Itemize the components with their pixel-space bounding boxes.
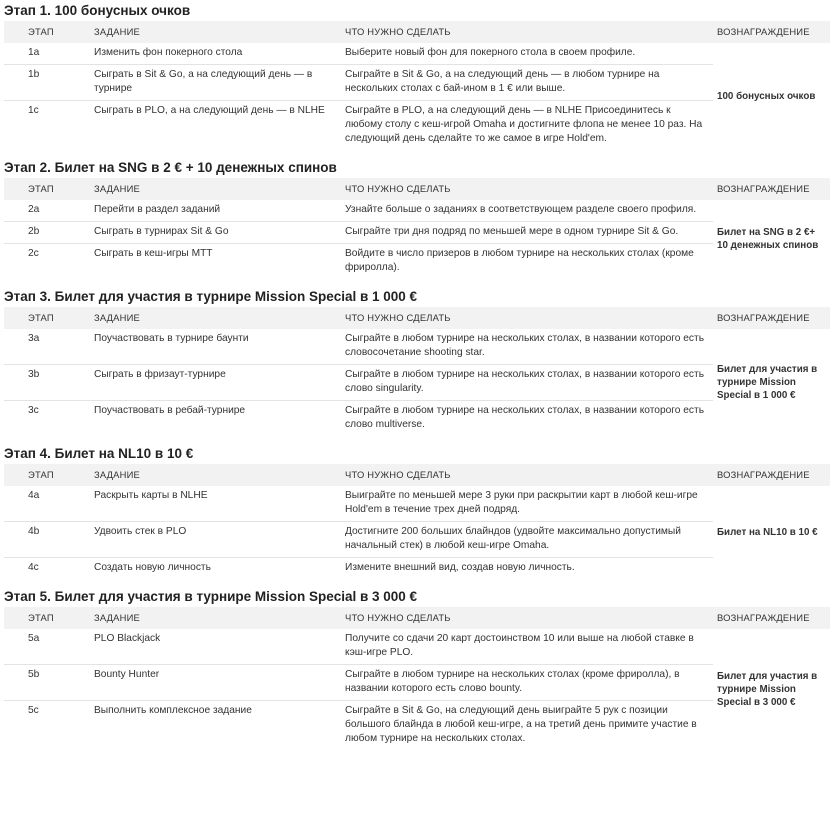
task-cell: Поучаствовать в ребай-турнире [94,405,246,416]
todo-cell: Измените внешний вид, создав новую личность. [345,562,575,573]
header-task: ЗАДАНИЕ [88,178,339,200]
stage-title: Этап 2. Билет на SNG в 2 € + 10 денежных спинов [4,160,337,175]
step-id: 4b [4,522,88,558]
step-id: 4c [28,562,39,573]
table-row [4,486,830,522]
todo-cell: Сыграйте три дня подряд по меньшей мере в одном турнире Sit & Go. [339,222,713,244]
header-reward: ВОЗНАГРАЖДЕНИЕ [713,178,830,200]
section-gap [0,150,830,157]
reward-cell: Билет на SNG в 2 €+ 10 денежных спинов [717,227,819,251]
table-row [4,401,830,437]
header-stage: ЭТАП [4,21,88,43]
task-cell: Сыграть в Sit & Go, а на следующий день — в турнире [88,65,339,101]
task-cell: Выполнить комплексное задание [94,705,252,716]
todo-cell: Достигните 200 больших блайндов (удвойте максимально допустимый начальный стек) в любой кеш-игре Omaha. [339,522,713,558]
task-cell: Сыграть в фризаут-турнире [88,365,339,401]
task-cell: Перейти в раздел заданий [88,200,339,222]
header-stage: ЭТАП [4,464,88,486]
header-reward: ВОЗНАГРАЖДЕНИЕ [713,464,830,486]
table-header-row [4,307,830,329]
header-reward: ВОЗНАГРАЖДЕНИЕ [713,307,830,329]
todo-cell: Выиграйте по меньшей мере 3 руки при раскрытии карт в любой кеш-игре Hold'em в течение трех дней подряд. [339,486,713,522]
task-cell: Удвоить стек в PLO [88,522,339,558]
section-gap [0,579,830,586]
table-header-row [4,178,830,200]
stage-title: Этап 4. Билет на NL10 в 10 € [4,446,194,461]
stage-table [4,307,830,436]
table-row [4,365,830,401]
table-row [4,558,830,580]
section-gap [0,436,830,443]
table-row [4,665,830,701]
stage-title: Этап 5. Билет для участия в турнире Mission Special в 3 000 € [4,589,418,604]
stage-table [4,21,830,150]
task-cell: Сыграть в кеш-игры MTT [94,248,213,259]
header-task: ЗАДАНИЕ [88,464,339,486]
task-cell: Поучаствовать в турнире баунти [88,329,339,365]
todo-cell: Получите со сдачи 20 карт достоинством 10 или выше на любой ставке в кэш-игре PLO. [339,629,713,665]
reward-cell: 100 бонусных очков [717,90,816,102]
header-reward: ВОЗНАГРАЖДЕНИЕ [713,21,830,43]
reward-cell: Билет для участия в турнире Mission Special в 3 000 € [717,670,818,708]
step-id: 2a [4,200,88,222]
todo-cell: Сыграйте в Sit & Go, а на следующий день — в любом турнире на нескольких столах с бай-ином в 1 € или выше. [339,65,713,101]
step-id: 5c [28,705,39,716]
task-cell: Сыграть в турнирах Sit & Go [88,222,339,244]
header-task: ЗАДАНИЕ [88,607,339,629]
table-row [4,522,830,558]
stage-title: Этап 3. Билет для участия в турнире Mission Special в 1 000 € [4,289,418,304]
header-task: ЗАДАНИЕ [88,21,339,43]
section-gap [0,279,830,286]
task-cell: Сыграть в PLO, а на следующий день — в NLHE [94,105,325,116]
table-header-row [4,21,830,43]
stage-table [4,607,830,750]
table-row [4,329,830,365]
stage-table [4,464,830,579]
header-stage: ЭТАП [4,307,88,329]
step-id: 3b [4,365,88,401]
header-task: ЗАДАНИЕ [88,307,339,329]
task-cell: PLO Blackjack [88,629,339,665]
table-row [4,200,830,222]
step-id: 5b [4,665,88,701]
task-cell: Раскрыть карты в NLHE [88,486,339,522]
task-cell: Bounty Hunter [88,665,339,701]
step-id: 1b [4,65,88,101]
table-row [4,629,830,665]
table-row [4,701,830,751]
header-todo: ЧТО НУЖНО СДЕЛАТЬ [339,464,713,486]
todo-cell: Сыграйте в любом турнире на нескольких столах, в названии которого есть словосочетание shooting star. [339,329,713,365]
todo-cell: Сыграйте в PLO, а на следующий день — в NLHE Присоединитесь к любому столу с кеш-игрой Omaha и достигните флопа не менее 10 раз. На следующий день сделайте то же самое в игре Hold'em. [345,105,703,144]
header-todo: ЧТО НУЖНО СДЕЛАТЬ [339,307,713,329]
table-row [4,101,830,151]
header-todo: ЧТО НУЖНО СДЕЛАТЬ [339,21,713,43]
todo-cell: Войдите в число призеров в любом турнире на нескольких столах (кроме фриролла). [345,248,694,273]
header-reward: ВОЗНАГРАЖДЕНИЕ [713,607,830,629]
todo-cell: Выберите новый фон для покерного стола в своем профиле. [339,43,713,65]
task-cell: Создать новую личность [94,562,211,573]
header-stage: ЭТАП [4,607,88,629]
step-id: 3c [28,405,39,416]
todo-cell: Сыграйте в любом турнире на нескольких столах (кроме фриролла), в названии которого есть слово bounty. [339,665,713,701]
todo-cell: Сыграйте в Sit & Go, на следующий день выиграйте 5 рук с позиции большого блайнда в любой кеш-игре, а на третий день примите участие в любом турнире на нескольких столах. [345,705,697,744]
table-row [4,65,830,101]
reward-cell: Билет для участия в турнире Mission Special в 1 000 € [717,363,818,401]
header-todo: ЧТО НУЖНО СДЕЛАТЬ [339,178,713,200]
stage-table [4,178,830,279]
step-id: 1c [28,105,39,116]
task-cell: Изменить фон покерного стола [88,43,339,65]
step-id: 2b [4,222,88,244]
step-id: 3a [4,329,88,365]
table-header-row [4,607,830,629]
table-row [4,222,830,244]
step-id: 5a [4,629,88,665]
header-todo: ЧТО НУЖНО СДЕЛАТЬ [339,607,713,629]
step-id: 2c [28,248,39,259]
todo-cell: Сыграйте в любом турнире на нескольких столах, в названии которого есть слово singularity. [339,365,713,401]
table-row [4,244,830,280]
step-id: 1a [4,43,88,65]
stage-title: Этап 1. 100 бонусных очков [4,3,191,18]
table-header-row [4,464,830,486]
reward-cell: Билет на NL10 в 10 € [717,526,818,538]
header-stage: ЭТАП [4,178,88,200]
step-id: 4a [4,486,88,522]
todo-cell: Узнайте больше о заданиях в соответствующем разделе своего профиля. [339,200,713,222]
table-row [4,43,830,65]
todo-cell: Сыграйте в любом турнире на нескольких столах, в названии которого есть слово multiverse. [345,405,705,430]
